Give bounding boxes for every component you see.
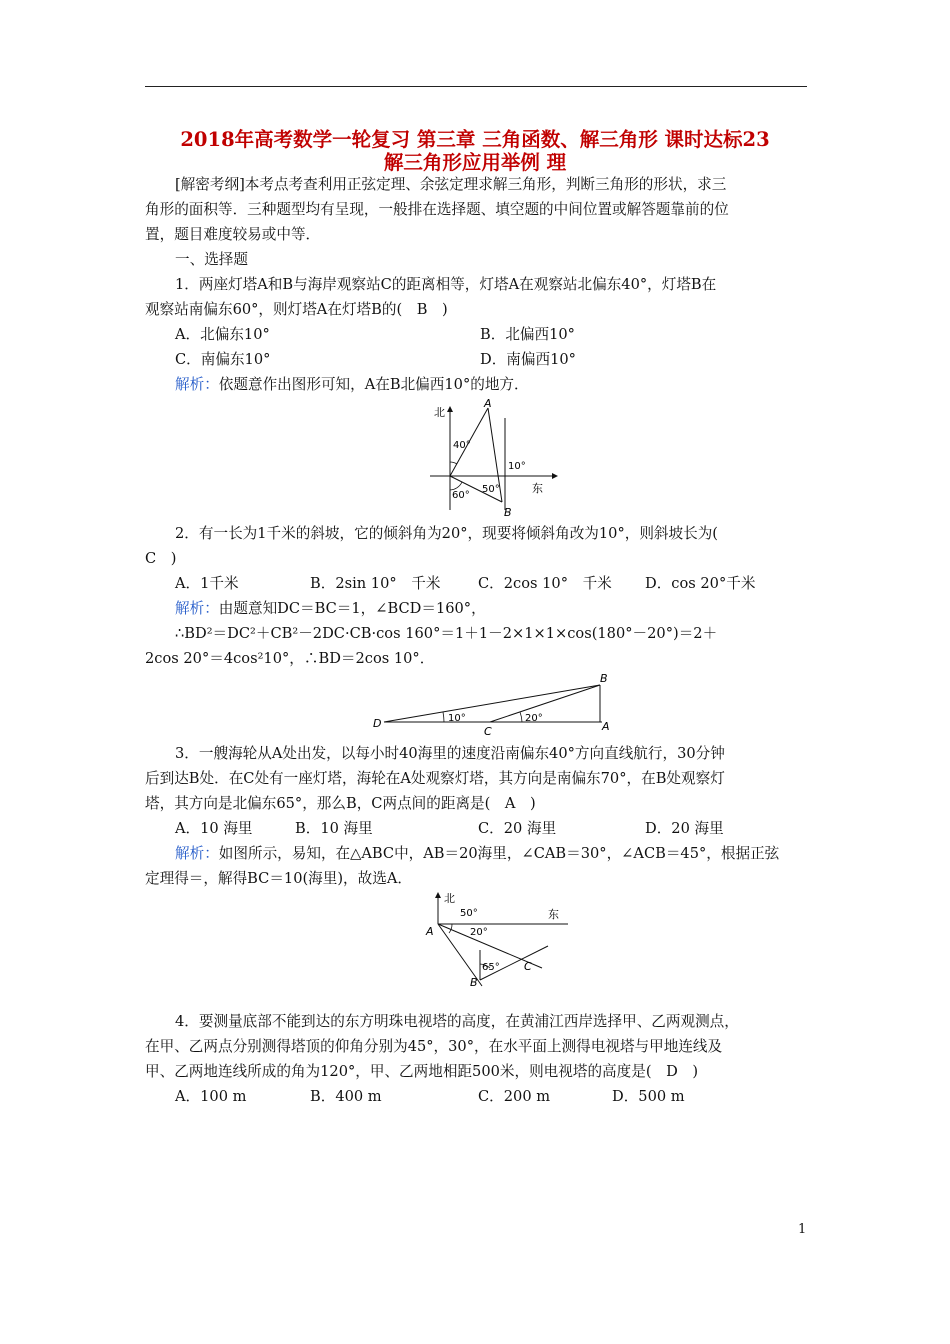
angle-label: 20° (525, 713, 543, 724)
q4-stem: 在甲、乙两点分别测得塔顶的仰角分别为45°，30°，在水平面上测得电视塔与甲地连线及 (145, 1038, 723, 1055)
q4-option-b: B．400 m (310, 1088, 382, 1105)
intro-line: 置，题目难度较易或中等． (145, 226, 321, 243)
solution-label: 解析： (175, 845, 219, 862)
q2-figure (370, 670, 620, 736)
q2-solution (175, 599, 486, 619)
q2-solution-text: 由题意知DC＝BC＝1，∠BCD＝160°， (218, 600, 486, 617)
q1-option-c: C．南偏东10° (175, 351, 271, 368)
point-label: B (600, 672, 608, 685)
angle-label: 60° (452, 490, 470, 501)
q3-solution-text: 如图所示，易知，在△ABC中，AB＝20海里，∠CAB＝30°，∠ACB＝45°，根据正弦 (218, 845, 780, 862)
document-title: 2018年高考数学一轮复习 第三章 三角函数、解三角形 课时达标23 (180, 128, 770, 151)
top-rule (145, 86, 807, 87)
solution-label: 解析： (175, 376, 219, 393)
q3-option-a: A．10 海里 (175, 820, 253, 837)
q2-option-b: B．2sin 10° 千米 (310, 575, 441, 592)
section-heading: 一、选择题 (175, 251, 248, 268)
point-label: C (524, 960, 532, 973)
intro-line: [解密考纲]本考点考查利用正弦定理、余弦定理求解三角形，判断三角形的形状，求三 (175, 176, 727, 193)
q2-solution-line: 2cos 20°＝4cos²10°，∴BD＝2cos 10°． (145, 650, 435, 667)
angle-label: 65° (482, 962, 500, 973)
point-label: A (484, 398, 492, 410)
q4-stem: 甲、乙两地连线所成的角为120°，甲、乙两地相距500米，则电视塔的高度是( D ) (145, 1063, 699, 1080)
q1-option-a: A．北偏东10° (175, 326, 270, 343)
point-label: A (426, 925, 434, 938)
solution-label: 解析： (175, 600, 219, 617)
q4-option-c: C．200 m (478, 1088, 551, 1105)
q3-stem: 塔，其方向是北偏东65°，那么B，C两点间的距离是( A ) (145, 795, 536, 812)
north-label: 北 (444, 892, 455, 905)
q2-option-c: C．2cos 10° 千米 (478, 575, 612, 592)
q2-solution-line: ∴BD²＝DC²＋CB²－2DC·CB·cos 160°＝1＋1－2×1×1×cos(180°－20°)＝2＋ (175, 625, 718, 642)
q1-solution-text: 依题意作出图形可知，A在B北偏西10°的地方． (218, 376, 529, 393)
q2-stem: 2．有一长为1千米的斜坡，它的倾斜角为20°，现要将倾斜角改为10°，则斜坡长为( (175, 525, 719, 542)
page-number: 1 (798, 1222, 807, 1237)
q2-option-a: A．1千米 (175, 575, 239, 592)
q2-option-d: D．cos 20°千米 (645, 575, 756, 592)
point-label: B (504, 506, 512, 518)
q3-option-c: C．20 海里 (478, 820, 557, 837)
q4-stem: 4．要测量底部不能到达的东方明珠电视塔的高度，在黄浦江西岸选择甲、乙两观测点， (175, 1013, 739, 1030)
north-label: 北 (434, 406, 445, 419)
document-subtitle: 解三角形应用举例 理 (383, 151, 567, 174)
q4-option-a: A．100 m (175, 1088, 247, 1105)
east-label: 东 (532, 482, 543, 495)
q3-solution-line: 定理得＝，解得BC＝10(海里)，故选A． (145, 870, 412, 887)
point-label: A (602, 720, 610, 733)
point-label: D (373, 717, 382, 730)
point-label: C (484, 725, 492, 736)
q3-option-b: B．10 海里 (295, 820, 373, 837)
q1-solution (175, 375, 529, 395)
q3-solution (175, 844, 779, 864)
east-label: 东 (548, 908, 559, 921)
q3-stem: 后到达B处．在C处有一座灯塔，海轮在A处观察灯塔，其方向是南偏东70°，在B处观察灯 (145, 770, 725, 787)
q3-figure (420, 890, 570, 1000)
q1-stem: 1．两座灯塔A和B与海岸观察站C的距离相等，灯塔A在观察站北偏东40°，灯塔B在 (175, 276, 717, 293)
angle-label: 20° (470, 927, 488, 938)
q1-figure (420, 398, 560, 518)
angle-label: 50° (482, 484, 500, 495)
q1-option-d: D．南偏西10° (480, 351, 576, 368)
q2-stem: C ) (145, 550, 177, 567)
angle-label: 10° (448, 713, 466, 724)
q3-stem: 3．一艘海轮从A处出发，以每小时40海里的速度沿南偏东40°方向直线航行，30分钟 (175, 745, 725, 762)
angle-label: 10° (508, 461, 526, 472)
angle-label: 50° (460, 908, 478, 919)
point-label: B (470, 976, 478, 989)
angle-label: 40° (453, 440, 471, 451)
intro-line: 角形的面积等．三种题型均有呈现，一般排在选择题、填空题的中间位置或解答题靠前的位 (145, 201, 729, 218)
q1-stem: 观察站南偏东60°，则灯塔A在灯塔B的( B ) (145, 301, 448, 318)
q4-option-d: D．500 m (612, 1088, 685, 1105)
q1-option-b: B．北偏西10° (480, 326, 575, 343)
q3-option-d: D．20 海里 (645, 820, 724, 837)
